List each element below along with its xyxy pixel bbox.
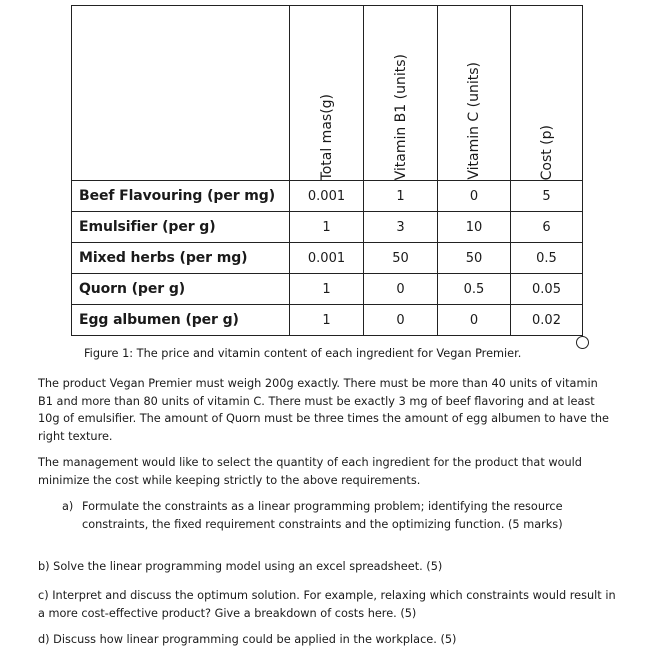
question-a-marker: a) [62, 500, 74, 513]
cell-cost: 0.05 [511, 274, 583, 305]
cell-vitamin-c: 0 [438, 305, 511, 336]
rotate-handle-icon[interactable] [576, 336, 589, 349]
question-c: c) Interpret and discuss the optimum solution. For example, relaxing which constraints would result in a more cost-effective product? Give a breakdown of costs here. (5) [38, 589, 616, 620]
question-a-text: Formulate the constraints as a linear programming problem; identifying the resource constraints, the fixed requirement constraints and the optimizing function. (5 marks) [82, 500, 563, 531]
cell-vitamin-b1: 50 [364, 243, 438, 274]
row-label: Beef Flavouring (per mg) [72, 181, 290, 212]
cell-vitamin-c: 0.5 [438, 274, 511, 305]
problem-paragraph: The product Vegan Premier must weigh 200g exactly. There must be more than 40 units of vitamin B1 and more than 80 units of vitamin C. There must be exactly 3 mg of beef flavoring and at least 10g of emulsifier. The amount of Quorn must be three times the amount of egg albumen to have the right texture. [38, 377, 609, 443]
row-label: Quorn (per g) [72, 274, 290, 305]
row-label: Mixed herbs (per mg) [72, 243, 290, 274]
cell-total-mass: 1 [290, 274, 364, 305]
cell-vitamin-c: 50 [438, 243, 511, 274]
question-a [62, 498, 572, 533]
header-empty-cell [72, 6, 290, 181]
cell-vitamin-b1: 3 [364, 212, 438, 243]
cell-cost: 0.5 [511, 243, 583, 274]
question-d: d) Discuss how linear programming could be applied in the workplace. (5) [38, 633, 457, 646]
cell-vitamin-c: 10 [438, 212, 511, 243]
header-vitamin-c: Vitamin C (units) [438, 6, 511, 181]
cell-total-mass: 1 [290, 212, 364, 243]
ingredient-table [71, 5, 583, 336]
cell-total-mass: 0.001 [290, 243, 364, 274]
header-cost: Cost (p) [511, 6, 583, 181]
row-label: Emulsifier (per g) [72, 212, 290, 243]
header-vitamin-b1: Vitamin B1 (units) [364, 6, 438, 181]
cell-cost: 5 [511, 181, 583, 212]
table-row [72, 305, 583, 336]
cell-vitamin-b1: 0 [364, 305, 438, 336]
table-header-row [72, 6, 583, 181]
cell-total-mass: 1 [290, 305, 364, 336]
cell-vitamin-c: 0 [438, 181, 511, 212]
cell-total-mass: 0.001 [290, 181, 364, 212]
cell-vitamin-b1: 0 [364, 274, 438, 305]
header-total-mass: Total mas(g) [290, 6, 364, 181]
cell-vitamin-b1: 1 [364, 181, 438, 212]
objective-paragraph: The management would like to select the quantity of each ingredient for the product that would minimize the cost while keeping strictly to the above requirements. [38, 456, 582, 487]
figure-caption: Figure 1: The price and vitamin content of each ingredient for Vegan Premier. [84, 347, 522, 360]
question-b: b) Solve the linear programming model using an excel spreadsheet. (5) [38, 560, 443, 573]
table-row [72, 243, 583, 274]
cell-cost: 0.02 [511, 305, 583, 336]
resize-handle-stem [582, 323, 583, 337]
table-row [72, 181, 583, 212]
cell-cost: 6 [511, 212, 583, 243]
row-label: Egg albumen (per g) [72, 305, 290, 336]
table-row [72, 212, 583, 243]
table-row [72, 274, 583, 305]
